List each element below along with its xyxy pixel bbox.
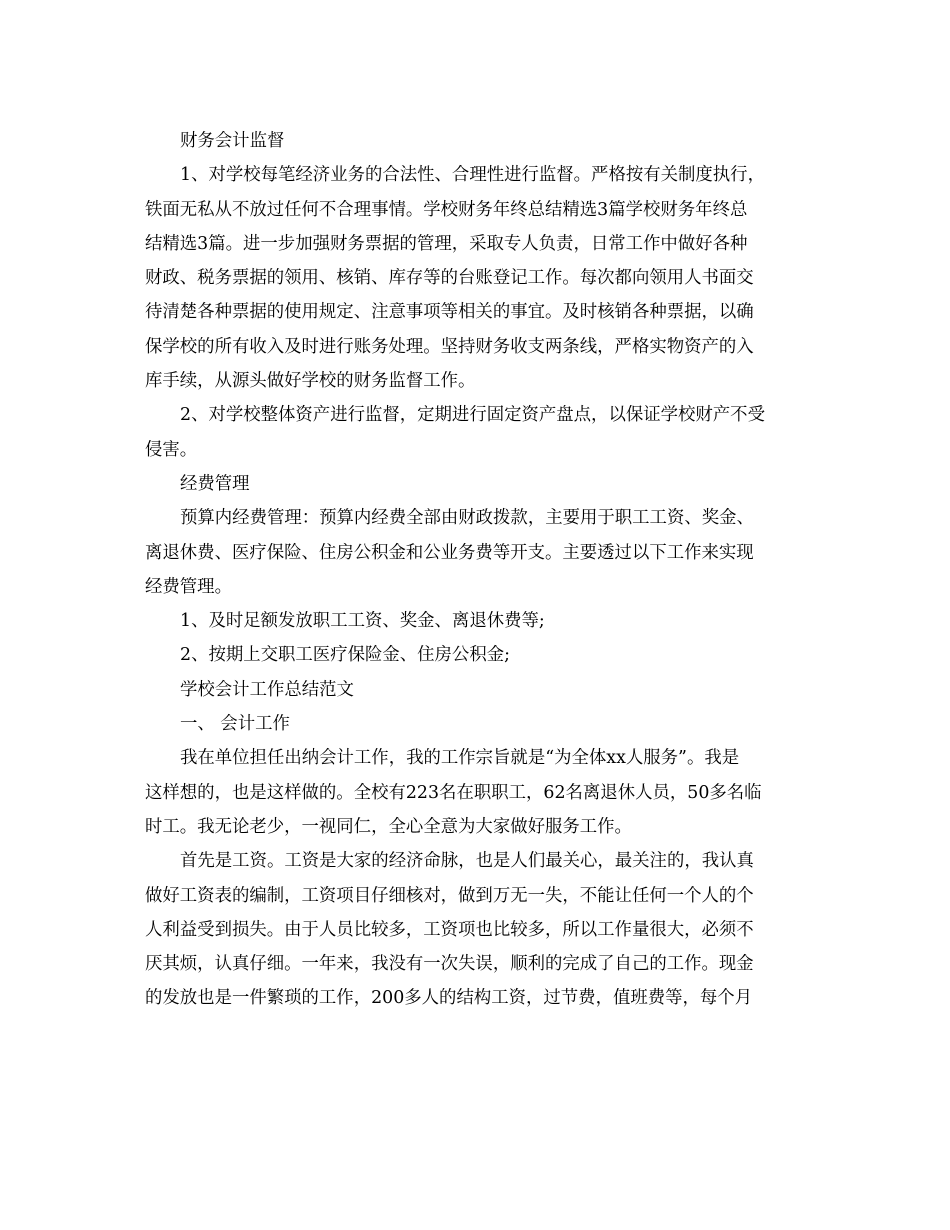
paragraph-line: 铁面无私从不放过任何不合理事情。学校财务年终总结精选3篇学校财务年终总 — [145, 199, 748, 220]
paragraph-line: 侵害。 — [145, 439, 198, 460]
paragraph-line: 2、对学校整体资产进行监督，定期进行固定资产盘点，以保证学校财产不受 — [180, 405, 765, 426]
paragraph-line: 离退休费、医疗保险、住房公积金和公业务费等开支。主要透过以下工作来实现 — [145, 542, 754, 563]
paragraph-line: 我在单位担任出纳会计工作，我的工作宗旨就是“为全体xx人服务”。我是 — [180, 748, 740, 769]
section-heading: 一、 会计工作 — [180, 714, 290, 735]
paragraph-line: 人利益受到损失。由于人员比较多，工资项也比较多，所以工作量很大，必须不 — [145, 919, 754, 940]
paragraph-line: 库手续，从源头做好学校的财务监督工作。 — [145, 371, 476, 392]
section-heading: 财务会计监督 — [180, 131, 285, 151]
paragraph-line: 时工。我无论老少，一视同仁，全心全意为大家做好服务工作。 — [145, 816, 632, 837]
paragraph-line: 结精选3篇。进一步加强财务票据的管理，采取专人负责，日常工作中做好各种 — [145, 233, 748, 254]
paragraph-line: 厌其烦，认真仔细。一年来，我没有一次失误，顺利的完成了自己的工作。现金 — [145, 954, 754, 975]
paragraph-line: 这样想的，也是这样做的。全校有223名在职职工，62名离退休人员，50多名临 — [145, 782, 762, 803]
paragraph-line: 的发放也是一件繁琐的工作，200多人的结构工资，过节费，值班费等，每个月 — [145, 988, 753, 1009]
list-item: 1、及时足额发放职工工资、奖金、离退休费等; — [180, 611, 545, 632]
paragraph-line: 1、对学校每笔经济业务的合法性、合理性进行监督。严格按有关制度执行， — [180, 165, 765, 186]
paragraph-line: 预算内经费管理：预算内经费全部由财政拨款，主要用于职工工资、奖金、 — [180, 508, 754, 529]
section-heading: 经费管理 — [180, 473, 250, 494]
section-heading: 学校会计工作总结范文 — [180, 679, 354, 700]
paragraph-line: 经费管理。 — [145, 576, 232, 597]
document-body — [145, 124, 805, 1016]
paragraph-line: 保学校的所有收入及时进行账务处理。坚持财务收支两条线，严格实物资产的入 — [145, 336, 754, 357]
paragraph-line: 财政、税务票据的领用、核销、库存等的台账登记工作。每次都向领用人书面交 — [145, 268, 754, 289]
paragraph-line: 首先是工资。工资是大家的经济命脉，也是人们最关心，最关注的，我认真 — [180, 851, 754, 872]
paragraph-line: 做好工资表的编制，工资项目仔细核对，做到万无一失，不能让任何一个人的个 — [145, 885, 754, 906]
paragraph-line: 待清楚各种票据的使用规定、注意事项等相关的事宜。及时核销各种票据，以确 — [145, 302, 754, 323]
list-item: 2、按期上交职工医疗保险金、住房公积金; — [180, 645, 510, 666]
